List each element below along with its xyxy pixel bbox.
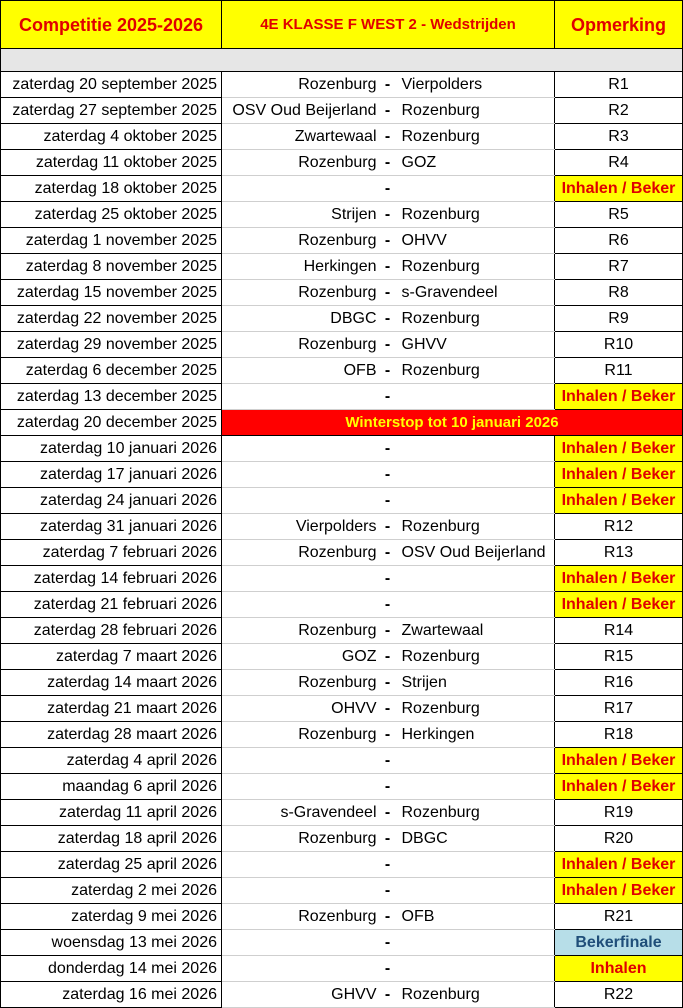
match-row (1, 904, 683, 930)
match-row (1, 306, 683, 332)
home-team: GOZ (222, 644, 380, 670)
match-date: zaterdag 7 maart 2026 (1, 644, 222, 670)
vs-separator: - (380, 982, 396, 1008)
match-remark: R11 (555, 358, 683, 384)
away-team (396, 592, 555, 618)
match-remark: R14 (555, 618, 683, 644)
away-team: Rozenburg (396, 696, 555, 722)
away-team: Rozenburg (396, 644, 555, 670)
match-row (1, 514, 683, 540)
vs-separator: - (380, 722, 396, 748)
home-team (222, 592, 380, 618)
home-team (222, 566, 380, 592)
vs-separator: - (380, 124, 396, 150)
home-team: Rozenburg (222, 72, 380, 98)
match-remark: R12 (555, 514, 683, 540)
match-date: zaterdag 10 januari 2026 (1, 436, 222, 462)
match-row (1, 774, 683, 800)
vs-separator: - (380, 956, 396, 982)
away-team: Rozenburg (396, 202, 555, 228)
match-remark: R20 (555, 826, 683, 852)
match-remark: Inhalen / Beker (555, 566, 683, 592)
home-team: Rozenburg (222, 228, 380, 254)
match-date: donderdag 14 mei 2026 (1, 956, 222, 982)
home-team (222, 878, 380, 904)
away-team (396, 930, 555, 956)
match-date: zaterdag 25 april 2026 (1, 852, 222, 878)
match-row (1, 696, 683, 722)
away-team: OFB (396, 904, 555, 930)
match-remark: R4 (555, 150, 683, 176)
match-remark: R18 (555, 722, 683, 748)
match-date: zaterdag 20 december 2025 (1, 410, 222, 436)
away-team: Rozenburg (396, 124, 555, 150)
match-remark: Inhalen / Beker (555, 436, 683, 462)
away-team (396, 176, 555, 202)
match-row (1, 722, 683, 748)
home-team: Rozenburg (222, 280, 380, 306)
match-row (1, 670, 683, 696)
match-remark: Inhalen / Beker (555, 774, 683, 800)
match-remark: R13 (555, 540, 683, 566)
home-team: Rozenburg (222, 618, 380, 644)
away-team: Vierpolders (396, 72, 555, 98)
vs-separator: - (380, 150, 396, 176)
away-team: GHVV (396, 332, 555, 358)
vs-separator: - (380, 514, 396, 540)
away-team: Rozenburg (396, 514, 555, 540)
home-team: Rozenburg (222, 670, 380, 696)
match-row (1, 410, 683, 436)
vs-separator: - (380, 332, 396, 358)
match-row (1, 826, 683, 852)
match-row (1, 124, 683, 150)
match-row (1, 202, 683, 228)
home-team (222, 748, 380, 774)
match-remark: R10 (555, 332, 683, 358)
vs-separator: - (380, 176, 396, 202)
away-team (396, 462, 555, 488)
away-team: Herkingen (396, 722, 555, 748)
home-team (222, 774, 380, 800)
match-remark: Inhalen / Beker (555, 592, 683, 618)
vs-separator: - (380, 748, 396, 774)
match-row (1, 618, 683, 644)
away-team (396, 748, 555, 774)
vs-separator: - (380, 696, 396, 722)
match-remark: R6 (555, 228, 683, 254)
home-team: Rozenburg (222, 150, 380, 176)
match-row (1, 150, 683, 176)
vs-separator: - (380, 280, 396, 306)
vs-separator: - (380, 462, 396, 488)
match-remark: Inhalen / Beker (555, 384, 683, 410)
away-team: OHVV (396, 228, 555, 254)
home-team (222, 436, 380, 462)
match-row (1, 878, 683, 904)
vs-separator: - (380, 306, 396, 332)
away-team: Zwartewaal (396, 618, 555, 644)
match-row (1, 228, 683, 254)
match-date: zaterdag 4 april 2026 (1, 748, 222, 774)
home-team (222, 176, 380, 202)
home-team: Rozenburg (222, 826, 380, 852)
match-date: zaterdag 1 november 2025 (1, 228, 222, 254)
match-row (1, 254, 683, 280)
match-remark: R1 (555, 72, 683, 98)
vs-separator: - (380, 488, 396, 514)
home-team: Zwartewaal (222, 124, 380, 150)
vs-separator: - (380, 254, 396, 280)
match-date: zaterdag 21 maart 2026 (1, 696, 222, 722)
home-team: Rozenburg (222, 722, 380, 748)
away-team: Rozenburg (396, 306, 555, 332)
match-row (1, 72, 683, 98)
vs-separator: - (380, 878, 396, 904)
home-team (222, 462, 380, 488)
match-remark: R5 (555, 202, 683, 228)
match-row (1, 540, 683, 566)
vs-separator: - (380, 774, 396, 800)
away-team (396, 852, 555, 878)
away-team: GOZ (396, 150, 555, 176)
match-date: zaterdag 31 januari 2026 (1, 514, 222, 540)
match-date: zaterdag 27 september 2025 (1, 98, 222, 124)
match-row (1, 982, 683, 1008)
home-team: Vierpolders (222, 514, 380, 540)
away-team: Rozenburg (396, 254, 555, 280)
match-remark: Inhalen / Beker (555, 852, 683, 878)
match-row (1, 956, 683, 982)
home-team: DBGC (222, 306, 380, 332)
match-date: zaterdag 24 januari 2026 (1, 488, 222, 514)
vs-separator: - (380, 72, 396, 98)
away-team: DBGC (396, 826, 555, 852)
vs-separator: - (380, 800, 396, 826)
match-remark: R21 (555, 904, 683, 930)
home-team (222, 852, 380, 878)
match-date: zaterdag 29 november 2025 (1, 332, 222, 358)
vs-separator: - (380, 566, 396, 592)
home-team: Rozenburg (222, 904, 380, 930)
vs-separator: - (380, 540, 396, 566)
match-remark: R17 (555, 696, 683, 722)
vs-separator: - (380, 98, 396, 124)
vs-separator: - (380, 670, 396, 696)
match-row (1, 358, 683, 384)
away-team: Strijen (396, 670, 555, 696)
match-remark: Bekerfinale (555, 930, 683, 956)
away-team (396, 488, 555, 514)
match-remark: R16 (555, 670, 683, 696)
competition-title: Competitie 2025-2026 (1, 1, 222, 49)
match-date: zaterdag 18 april 2026 (1, 826, 222, 852)
match-row (1, 644, 683, 670)
match-remark: Inhalen (555, 956, 683, 982)
match-row (1, 748, 683, 774)
vs-separator: - (380, 358, 396, 384)
match-row (1, 436, 683, 462)
spacer-cell (1, 49, 683, 72)
match-date: zaterdag 8 november 2025 (1, 254, 222, 280)
match-date: zaterdag 22 november 2025 (1, 306, 222, 332)
away-team (396, 436, 555, 462)
match-date: zaterdag 15 november 2025 (1, 280, 222, 306)
match-date: zaterdag 18 oktober 2025 (1, 176, 222, 202)
match-date: zaterdag 9 mei 2026 (1, 904, 222, 930)
match-remark: R3 (555, 124, 683, 150)
match-date: zaterdag 7 februari 2026 (1, 540, 222, 566)
vs-separator: - (380, 904, 396, 930)
match-date: zaterdag 11 oktober 2025 (1, 150, 222, 176)
away-team: Rozenburg (396, 98, 555, 124)
match-date: zaterdag 21 februari 2026 (1, 592, 222, 618)
home-team: Strijen (222, 202, 380, 228)
away-team: s-Gravendeel (396, 280, 555, 306)
home-team (222, 488, 380, 514)
match-row (1, 852, 683, 878)
away-team: OSV Oud Beijerland (396, 540, 555, 566)
away-team (396, 566, 555, 592)
match-date: zaterdag 17 januari 2026 (1, 462, 222, 488)
home-team: OSV Oud Beijerland (222, 98, 380, 124)
match-row (1, 384, 683, 410)
away-team: Rozenburg (396, 358, 555, 384)
away-team (396, 878, 555, 904)
match-date: zaterdag 13 december 2025 (1, 384, 222, 410)
vs-separator: - (380, 384, 396, 410)
match-row (1, 592, 683, 618)
match-row (1, 332, 683, 358)
match-date: zaterdag 2 mei 2026 (1, 878, 222, 904)
vs-separator: - (380, 228, 396, 254)
vs-separator: - (380, 592, 396, 618)
match-date: maandag 6 april 2026 (1, 774, 222, 800)
vs-separator: - (380, 930, 396, 956)
match-date: zaterdag 14 maart 2026 (1, 670, 222, 696)
match-remark: R8 (555, 280, 683, 306)
match-remark: R15 (555, 644, 683, 670)
vs-separator: - (380, 618, 396, 644)
away-team (396, 774, 555, 800)
match-remark: Inhalen / Beker (555, 748, 683, 774)
vs-separator: - (380, 852, 396, 878)
vs-separator: - (380, 436, 396, 462)
vs-separator: - (380, 202, 396, 228)
match-row (1, 930, 683, 956)
match-row (1, 280, 683, 306)
match-remark: Inhalen / Beker (555, 488, 683, 514)
spacer-row (1, 49, 683, 72)
home-team (222, 956, 380, 982)
home-team: GHVV (222, 982, 380, 1008)
remark-column-header: Opmerking (555, 1, 683, 49)
match-row (1, 462, 683, 488)
match-remark: Inhalen / Beker (555, 878, 683, 904)
match-date: zaterdag 28 februari 2026 (1, 618, 222, 644)
away-team (396, 384, 555, 410)
away-team: Rozenburg (396, 982, 555, 1008)
home-team: s-Gravendeel (222, 800, 380, 826)
home-team: Rozenburg (222, 540, 380, 566)
match-row (1, 800, 683, 826)
away-team (396, 956, 555, 982)
match-date: zaterdag 4 oktober 2025 (1, 124, 222, 150)
match-remark: R22 (555, 982, 683, 1008)
match-remark: Inhalen / Beker (555, 176, 683, 202)
match-remark: R7 (555, 254, 683, 280)
match-date: zaterdag 11 april 2026 (1, 800, 222, 826)
match-row (1, 488, 683, 514)
match-date: zaterdag 28 maart 2026 (1, 722, 222, 748)
vs-separator: - (380, 826, 396, 852)
home-team: OFB (222, 358, 380, 384)
match-date: zaterdag 6 december 2025 (1, 358, 222, 384)
match-date: woensdag 13 mei 2026 (1, 930, 222, 956)
match-date: zaterdag 25 oktober 2025 (1, 202, 222, 228)
match-row (1, 176, 683, 202)
home-team: Herkingen (222, 254, 380, 280)
winterstop-banner: Winterstop tot 10 januari 2026 (222, 410, 683, 436)
league-title: 4E KLASSE F WEST 2 - Wedstrijden (222, 1, 555, 49)
match-remark: R2 (555, 98, 683, 124)
match-remark: R9 (555, 306, 683, 332)
away-team: Rozenburg (396, 800, 555, 826)
home-team (222, 384, 380, 410)
match-row (1, 98, 683, 124)
home-team (222, 930, 380, 956)
home-team: Rozenburg (222, 332, 380, 358)
match-row (1, 566, 683, 592)
home-team: OHVV (222, 696, 380, 722)
header-row (1, 1, 683, 49)
match-date: zaterdag 20 september 2025 (1, 72, 222, 98)
match-remark: Inhalen / Beker (555, 462, 683, 488)
match-remark: R19 (555, 800, 683, 826)
match-date: zaterdag 16 mei 2026 (1, 982, 222, 1008)
vs-separator: - (380, 644, 396, 670)
match-date: zaterdag 14 februari 2026 (1, 566, 222, 592)
